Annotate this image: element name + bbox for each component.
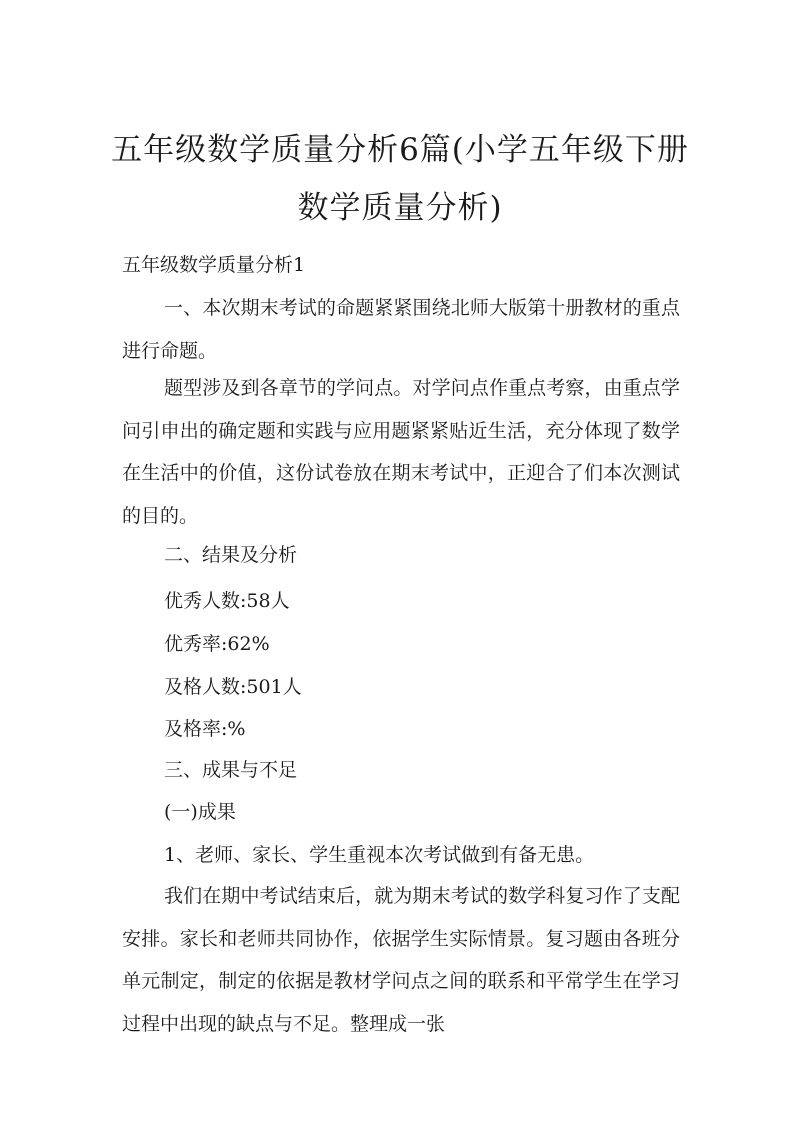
paragraph-review-plan: 我们在期中考试结束后，就为期末考试的数学科复习作了支配安排。家长和老师共同协作，依据学生实际情景。复习题由各班分单元制定，制定的依据是教材学问点之间的联系和平常学生在学习过程中出现的缺点与不足。整理成一张: [122, 885, 680, 1035]
subheading-achievements: (一)成果: [164, 801, 236, 823]
stat-pass-rate: 及格率:%: [164, 718, 246, 740]
stat-excellent-rate: 优秀率:62%: [164, 633, 270, 655]
stat-pass-count: 及格人数:501人: [164, 676, 302, 698]
section-heading: 五年级数学质量分析1: [122, 254, 306, 276]
list-item-1: 1、老师、家长、学生重视本次考试做到有备无患。: [164, 844, 595, 866]
paragraph-intro: 一、本次期末考试的命题紧紧围绕北师大版第十册教材的重点进行命题。: [122, 297, 680, 362]
heading-achievements: 三、成果与不足: [164, 759, 298, 781]
stat-excellent-count: 优秀人数:58人: [164, 590, 290, 612]
heading-results: 二、结果及分析: [164, 544, 298, 566]
paragraph-question-types: 题型涉及到各章节的学问点。对学问点作重点考察，由重点学问引申出的确定题和实践与应用题紧紧贴近生活，充分体现了数学在生活中的价值，这份试卷放在期末考试中，正迎合了们本次测试的目的。: [122, 377, 680, 527]
document-title: 五年级数学质量分析6篇(小学五年级下册数学质量分析): [111, 132, 689, 226]
